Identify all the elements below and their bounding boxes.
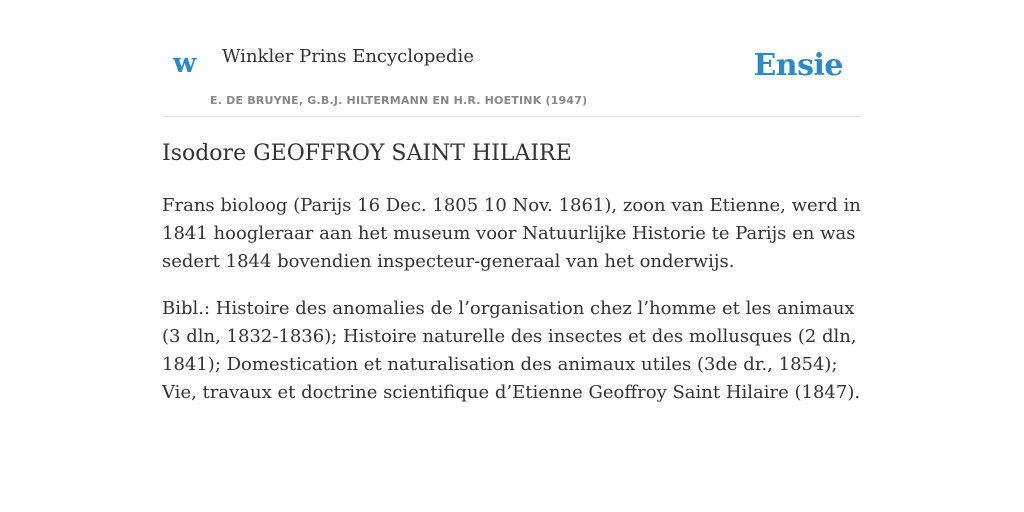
publication-authors: E. DE BRUYNE, G.B.J. HILTERMANN EN H.R. HOETINK (1947): [210, 94, 588, 107]
entry-paragraph-bibliography: Bibl.: Histoire des anomalies de l’organisation chez l’homme et les animaux (3 dln, 1832-1836); Histoire naturelle des insectes et des mollusques (2 dln, 1841); Domestication et naturalisation des animaux utiles (3de dr., 1854); Vie, travaux et doctrine scientifique d’Etienne Geoffroy Saint Hilaire (1847).: [162, 298, 861, 403]
ensie-logo-link[interactable]: Ensie: [753, 48, 843, 83]
entry-title: Isodore GEOFFROY SAINT HILAIRE: [162, 141, 572, 166]
publication-title[interactable]: Winkler Prins Encyclopedie: [222, 46, 474, 67]
header: [162, 0, 862, 117]
entry-paragraph-description: Frans bioloog (Parijs 16 Dec. 1805 10 Nov. 1861), zoon van Etienne, werd in 1841 hoogleraar aan het museum voor Natuurlijke Historie te Parijs en was sedert 1844 bovendien inspecteur-generaal van het onderwijs.: [162, 195, 861, 272]
page-container: [162, 0, 862, 403]
winkler-prins-logo-icon[interactable]: w: [173, 48, 197, 79]
